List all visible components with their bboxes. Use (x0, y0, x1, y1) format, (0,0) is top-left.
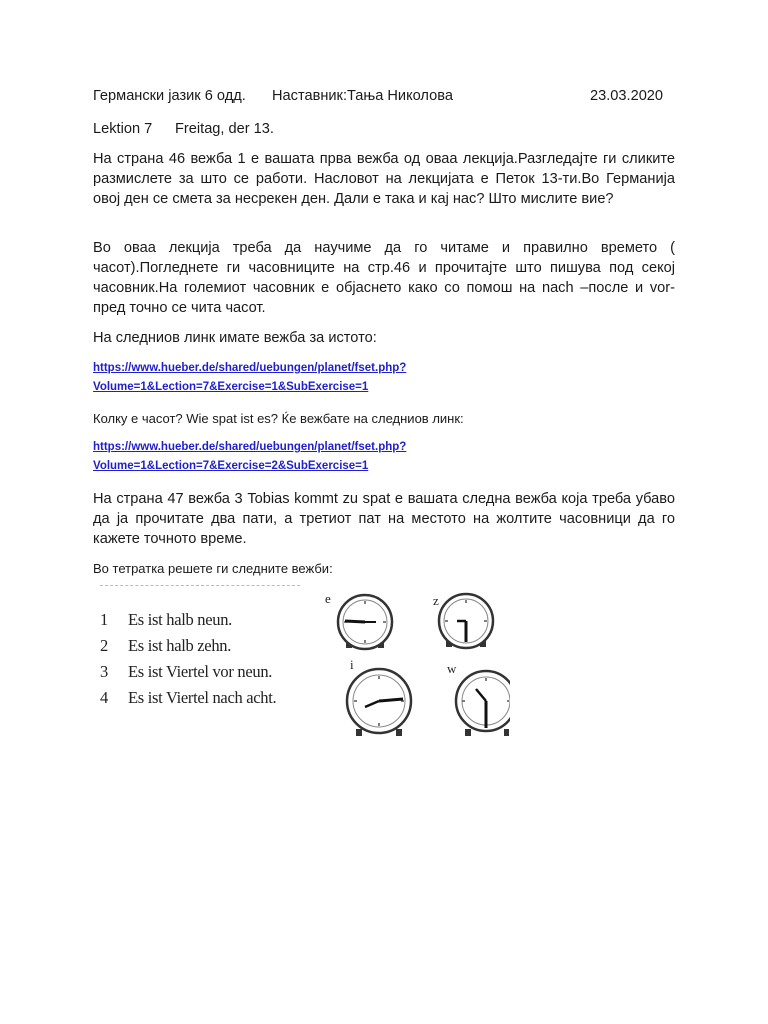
cropped-text-edge (100, 585, 300, 590)
exercise-link-2-line-2: Volume=1&Lection=7&Exercise=2&SubExercise=1 (93, 460, 369, 472)
question-line: Колку е часот? Wie spat ist es? Ќе вежбате на следниов линк: (93, 411, 464, 426)
exercise-link-2[interactable] (93, 438, 406, 476)
exercise-item-text: Es ist halb neun. (128, 610, 232, 629)
clock-z (433, 593, 493, 648)
exercise-item-text: Es ist Viertel vor neun. (128, 662, 273, 681)
exercise-item (100, 662, 272, 682)
exercise-item-number: 4 (100, 688, 108, 707)
exercise-item-text: Es ist halb zehn. (128, 636, 232, 655)
paragraph-clock-reading: Во оваа лекција треба да научиме да го читаме и правилно времето ( часот).Погледнете ги часовниците на стр.46 и прочитајте што пишува под секој часовник.На големиот часовник е објаснето како со помош на nach –после и vor- пред точно се чита часот. (93, 240, 675, 316)
clock-illustrations (320, 585, 510, 745)
header-date: 23.03.2020 (590, 88, 664, 104)
exercise-link-1-line-2: Volume=1&Lection=7&Exercise=1&SubExercise=1 (93, 381, 369, 393)
clock-e (325, 591, 392, 649)
clock-w (447, 661, 510, 736)
header-subject: Германски јазик 6 одд. (93, 88, 246, 104)
lesson-title: Freitag, der 13. (175, 121, 274, 137)
exercise-item-number: 1 (100, 610, 108, 629)
paragraph-intro: На страна 46 вежба 1 е вашата прва вежба од оваа лекција.Разгледајте ги сликите размислете за што се работи. Насловот на лекцијата е Петок 13-ти.Во Германија овој ден се смета за несрекен ден. Дали е така и кај нас? Што мислите вие? (93, 151, 675, 207)
exercise-item (100, 688, 276, 708)
lesson-number: Lektion 7 (93, 121, 153, 137)
clock-label: w (447, 661, 457, 676)
clock-label: e (325, 591, 331, 606)
exercise-item-number: 2 (100, 636, 108, 655)
exercise-link-2-line-1: https://www.hueber.de/shared/uebungen/planet/fset.php? (93, 441, 407, 453)
exercise-item (100, 610, 232, 630)
exercise-link-1-line-1: https://www.hueber.de/shared/uebungen/planet/fset.php? (93, 362, 407, 374)
exercise-item-number: 3 (100, 662, 108, 681)
exercise-item-text: Es ist Viertel nach acht. (128, 688, 277, 707)
exercise-link-1[interactable] (93, 359, 406, 397)
paragraph-tobias: На страна 47 вежба 3 Tobias kommt zu spat е вашата следна вежба која треба убаво да ја прочитате два пати, а третиот пат на местото на жолтите часовници да го кажете точното време. (93, 491, 675, 547)
link-intro: На следниов линк имате вежба за истото: (93, 330, 377, 346)
exercise-item (100, 636, 231, 656)
header-teacher: Наставник:Тања Николова (272, 88, 453, 104)
clock-label: i (350, 657, 354, 672)
clock-label: z (433, 593, 439, 608)
clock-i (347, 657, 411, 736)
exercise-intro: Во тетратка решете ги следните вежби: (93, 561, 333, 576)
